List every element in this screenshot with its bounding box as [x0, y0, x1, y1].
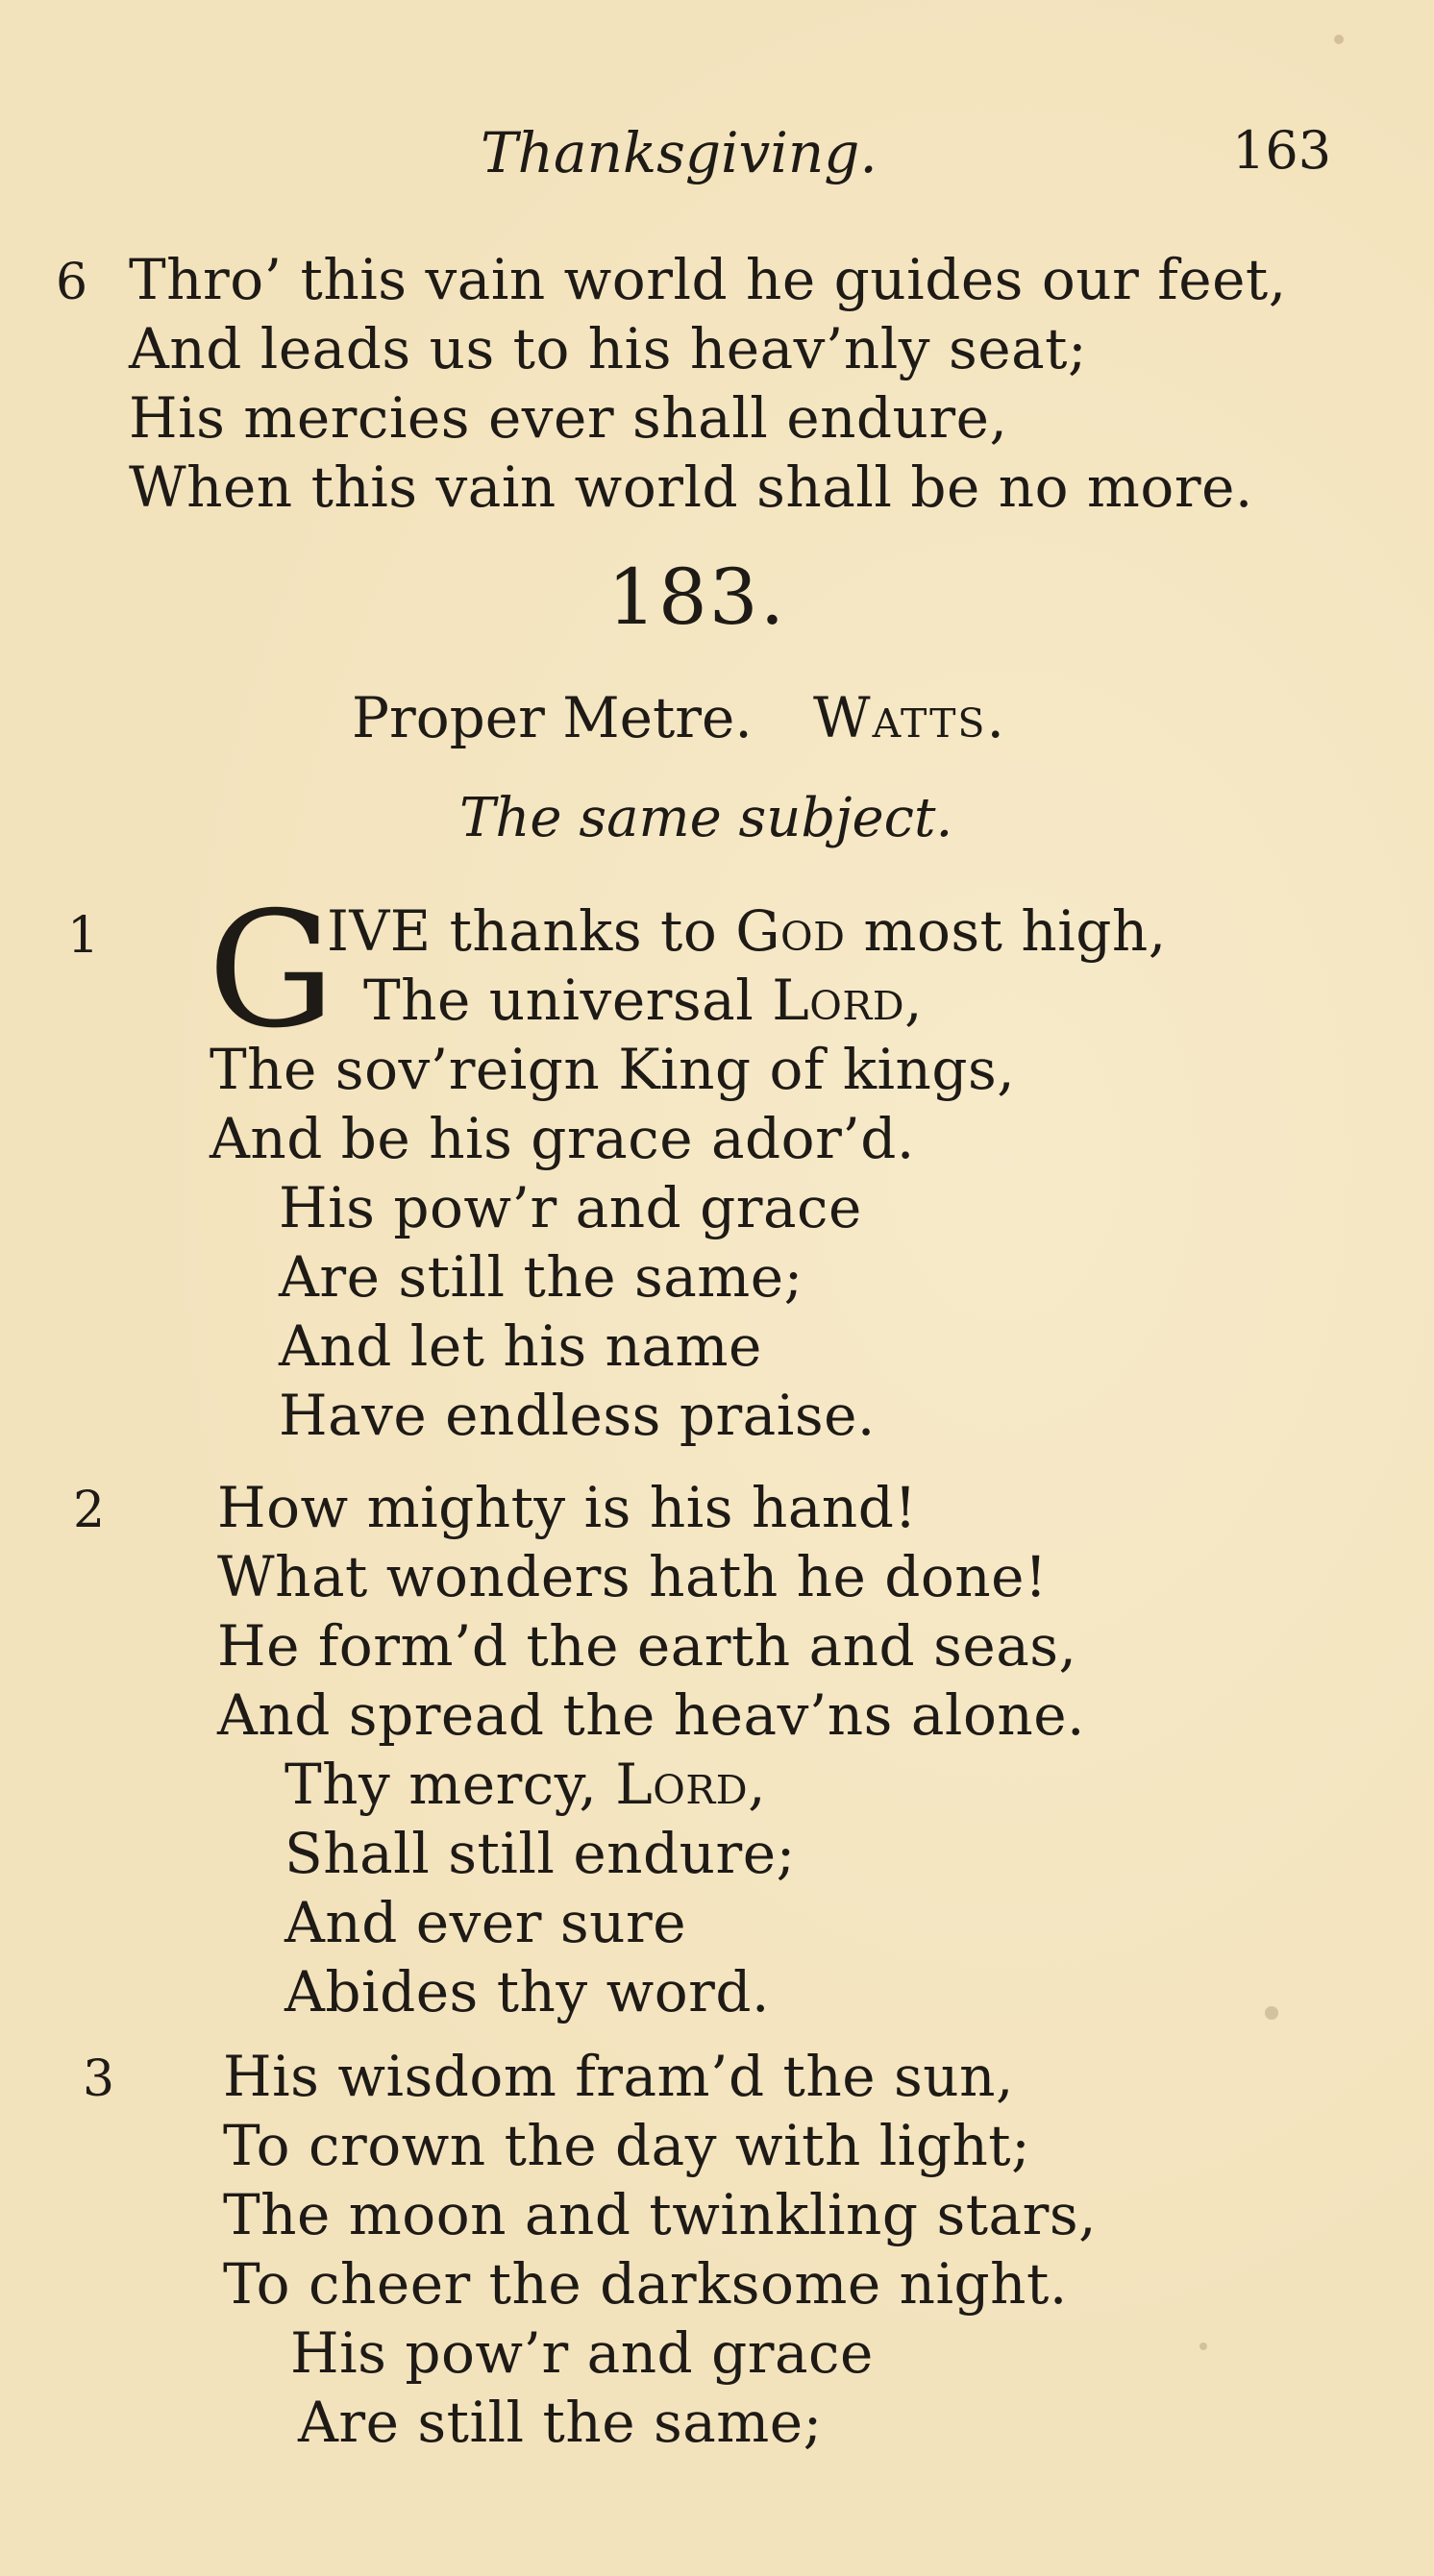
- verse-line: His wisdom fram’d the sun,: [223, 2044, 1014, 2109]
- hymn-author: Watts.: [813, 685, 1006, 750]
- verse-line: Have endless praise.: [279, 1383, 876, 1448]
- verse-line: His mercies ever shall endure,: [129, 385, 1008, 451]
- verse-line: To cheer the darksome night.: [223, 2251, 1068, 2317]
- running-header-title: Thanksgiving.: [481, 120, 878, 185]
- verse-text: ,: [748, 1752, 767, 1817]
- verse-line: Abides thy word.: [284, 1959, 770, 2024]
- verse-number: 3: [83, 2050, 115, 2108]
- verse-number: 6: [56, 254, 88, 311]
- verse-line: To crown the day with light;: [223, 2113, 1031, 2178]
- drop-cap-letter: G: [208, 878, 335, 1064]
- verse-number: 1: [67, 907, 100, 965]
- verse-text: IVE thanks to: [327, 898, 736, 964]
- verse-line: And spread the heav’ns alone.: [217, 1682, 1085, 1748]
- verse-line: [284, 1752, 767, 1817]
- divine-name: Lord: [615, 1752, 749, 1817]
- verse-line: [363, 968, 924, 1033]
- paper-speck: [1199, 2343, 1207, 2350]
- divine-name: God: [735, 898, 846, 964]
- verse-line: [327, 898, 1167, 964]
- verse-number: 2: [73, 1482, 106, 1539]
- page-number: 163: [1232, 120, 1332, 181]
- verse-line: Are still the same;: [298, 2390, 823, 2455]
- verse-text: ,: [904, 968, 924, 1033]
- verse-line: And leads us to his heav’nly seat;: [129, 316, 1087, 381]
- hymn-subject: The same subject.: [459, 787, 953, 849]
- divine-name: Lord: [772, 968, 905, 1033]
- verse-line: The moon and twinkling stars,: [223, 2182, 1098, 2247]
- verse-text: Thy mercy,: [284, 1752, 616, 1817]
- verse-line: Are still the same;: [279, 1244, 804, 1310]
- verse-line: And let his name: [279, 1313, 762, 1379]
- verse-line: When this vain world shall be no more.: [129, 454, 1253, 520]
- verse-line: He form’d the earth and seas,: [217, 1613, 1077, 1679]
- verse-line: Shall still endure;: [284, 1821, 796, 1886]
- verse-line: His pow’r and grace: [279, 1175, 862, 1240]
- verse-text: most high,: [845, 898, 1167, 964]
- verse-line: And ever sure: [284, 1890, 687, 1955]
- verse-line: The sov’reign King of kings,: [210, 1037, 1016, 1102]
- verse-line: His pow’r and grace: [290, 2320, 874, 2386]
- verse-text: The universal: [363, 968, 773, 1033]
- verse-line: What wonders hath he done!: [217, 1544, 1048, 1609]
- hymn-meter: Proper Metre.: [352, 685, 753, 750]
- paper-speck: [1265, 2006, 1278, 2020]
- verse-line: And be his grace ador’d.: [210, 1106, 915, 1171]
- verse-line: Thro’ this vain world he guides our feet,: [129, 247, 1287, 312]
- hymn-number: 183.: [607, 552, 787, 642]
- verse-line: How mighty is his hand!: [217, 1475, 918, 1540]
- paper-speck: [1334, 35, 1344, 44]
